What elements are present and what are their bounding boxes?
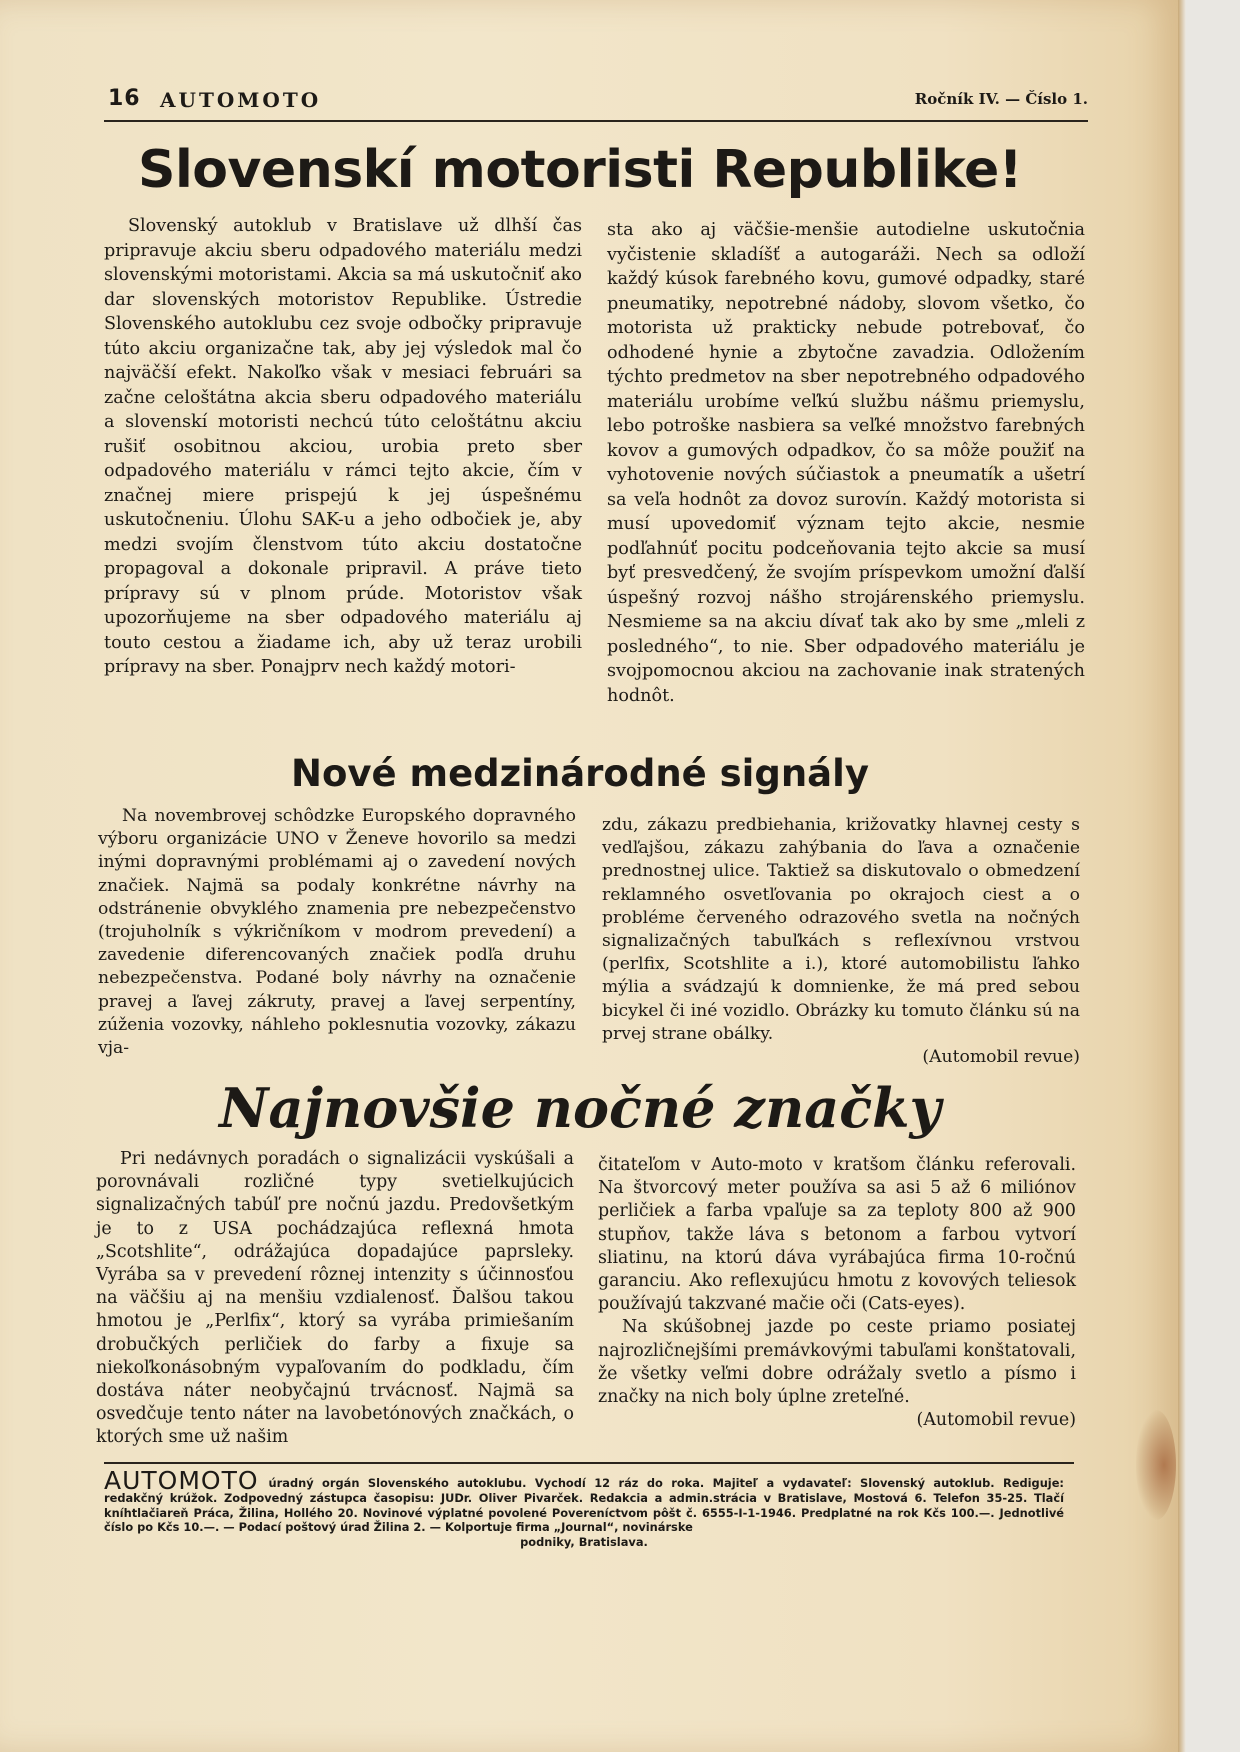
page-header <box>108 86 1088 116</box>
page-number: 16 <box>108 86 141 111</box>
article2-left-text: Na novembrovej schôdzke Europského dopravného výboru organizácie UNO v Ženeve hovorilo sa medzi inými dopravnými problémami aj o zavedení nových značiek. Najmä sa podaly konkrétne návrhy na odstránenie obvyklého znamenia pre nebezpečenstvo (trojuholník s výkričníkom v modrom prevedení) a zavedenie diferencovaných značiek podľa druhu nebezpečenstva. Podané boly návrhy na označenie pravej a ľavej zákruty, pravej a ľavej serpentíny, zúženia vozovky, náhleho poklesnutia vozovky, zákazu vja- <box>98 806 576 1059</box>
article3-right-text-2: Na skúšobnej jazde po ceste priamo posiatej najrozličnejšími premávkovými tabuľami konštatovali, že všetky veľmi dobre odrážaly svetlo a písmo i značky na nich boly úplne zreteľné. <box>598 1317 1076 1408</box>
imprint-magazine-name: AUTOMOTO <box>104 1466 259 1495</box>
imprint-last-line: podniky, Bratislava. <box>520 1535 648 1550</box>
article1-left-column <box>104 214 582 680</box>
article3-right-column <box>598 1154 1076 1432</box>
article2-right-column <box>602 814 1080 1069</box>
header-rule <box>104 120 1088 122</box>
page-edge <box>1178 0 1186 1752</box>
article2-right-text: zdu, zákazu predbiehania, križovatky hlavnej cesty s vedľajšou, zákazu zahýbania do ľava a označenie prednostnej ulice. Taktiež sa diskutovalo o obmedzení reklamného osvetľovania po okrajoch ciest a o probléme červeného odrazového svetla na nočných signalizačných tabuľkách s reflexívnou vrstvou (perlfix, Scotshlite a i.), ktoré automobilistu ľahko mýlia a svádzajú k domnienke, že má pred sebou bicykel či iné vozidlo. Obrázky ku tomuto článku sú na prvej strane obálky. <box>602 815 1080 1044</box>
article1-right-text: sta ako aj väčšie-menšie autodielne uskutočnia vyčistenie skladíšť a autogaráži. Nech sa odloží každý kúsok farebného kovu, gumové odpadky, staré pneumatiky, nepotrebné nádoby, slovom všetko, čo motorista už prakticky nebude potrebovať, čo odhodené hynie a zbytočne zavadzia. Odložením týchto predmetov na sber nepotrebného odpadového materiálu urobíme veľkú službu nášmu priemyslu, lebo potroške nasbiera sa veľké množstvo farebných kovov a gumových odpadkov, čo sa môže použiť na vyhotovenie nových súčiastok a pneumatík a ušetrí sa veľa hodnôt za dovoz surovín. Každý motorista si musí upovedomiť význam tejto akcie, nesmie podľahnúť pocitu podceňovania tejto akcie sa musí byť presvedčený, že svojím príspevkom umožní ďalší úspešný rozvoj nášho strojárenského priemyslu. Nesmieme sa na akciu dívať tak ako by sme „mleli z posledného“, to nie. Sber odpadového materiálu je svojpomocnou akciou na zachovanie inak stratených hodnôt. <box>607 220 1085 706</box>
article3-right-text-1: čitateľom v Auto-moto v kratšom článku referovali. Na štvorcový meter používa sa asi 5 až 6 miliónov perličiek a farba vpaľuje sa za teploty 800 až 900 stupňov, takže láva s betonom a farbou vytvorí sliatinu, na ktorú dáva vyrábajúca firma 10-ročnú garanciu. Ako reflexujúcu hmotu z kovových teliesok používajú takzvané mačie oči (Cats-eyes). <box>598 1155 1076 1315</box>
imprint-text: úradný orgán Slovenského autoklubu. Vychodí 12 ráz do roka. Majiteľ a vydavateľ: Slovenský autoklub. Rediguje: redakčný krúžok. Zodpovedný zástupca časopisu: JUDr. Oliver Pivarček. Redakcia a admin.strácia v Bratislave, Mostová 6. Telefon 35-25. Tlačí kníhtlačiareň Práca, Žilina, Hollého 20. Novinové výplatné povolené Povereníctvom pôšt č. 6555-I-1-1946. Predplatné na rok Kčs 100.—. Jednotlivé číslo po Kčs 10.—. — Podací poštový úrad Žilina 2. — Kolportuje firma „Journal“, novinárske <box>104 1476 1064 1535</box>
article3-title: Najnovšie nočné značky <box>219 1076 941 1140</box>
article3-left-text: Pri nedávnych poradách o signalizácii vyskúšali a porovnávali rozličné typy svetielkujúcich signalizačných tabúľ pre nočnú jazdu. Predovšetkým je to z USA pochádzajúca reflexná hmota „Scotshlite“, odrážajúca dopadajúce paprsleky. Vyrába sa v prevedení rôznej intenzity s účinnosťou na väčšiu aj na menšiu vzdialenosť. Ďalšou takou hmotou je „Perlfix“, ktorý sa vyrába primiešaním drobučkých perličiek do farby a fixuje sa niekoľkonásobným vypaľovaním do podkladu, čím dostáva náter neobyčajnú trvácnosť. Najmä sa osvedčuje tento náter na lavobetónových značkách, o ktorých sme už našim <box>96 1149 574 1448</box>
article1-left-text: Slovenský autoklub v Bratislave už dlhší čas pripravuje akciu sberu odpadového materiálu medzi slovenskými motoristami. Akcia sa má uskutočniť ako dar slovenských motoristov Republike. Ústredie Slovenského autoklubu cez svoje odbočky pripravuje túto akciu organizačne tak, aby jej výsledok mal čo najväčší efekt. Nakoľko však v mesiaci februári sa začne celoštátna akcia sberu odpadového materiálu a slovenskí motoristi nechcú túto celoštátnu akciu rušiť osobitnou akciou, urobia preto sber odpadového materiálu v rámci tejto akcie, čím v značnej miere prispejú k jej úspešnému uskutočneniu. Úlohu SAK-u a jeho odbočiek je, aby medzi svojím členstvom túto akciu dostatočne propagoval a dokonale pripravil. A práve tieto prípravy sú v plnom prúde. Motoristov však upozorňujeme na sber odpadového materiálu aj touto cestou a žiadame ich, aby už teraz urobili prípravy na sber. Ponajprv nech každý motori- <box>104 216 582 677</box>
magazine-name: AUTOMOTO <box>160 88 322 112</box>
article1-title: Slovenskí motoristi Republike! <box>138 140 1022 200</box>
issue-label: Ročník IV. — Číslo 1. <box>914 90 1088 108</box>
article2-source: (Automobil revue) <box>922 1047 1080 1068</box>
imprint <box>104 1466 1064 1550</box>
article1-right-column <box>607 218 1085 708</box>
article2-left-column <box>98 805 576 1060</box>
footer-rule <box>104 1462 1074 1464</box>
article3-source: (Automobil revue) <box>916 1410 1076 1431</box>
article3-left-column <box>96 1148 574 1450</box>
article2-title: Nové medzinárodné signály <box>291 752 869 795</box>
paper-stain <box>1136 1410 1176 1520</box>
